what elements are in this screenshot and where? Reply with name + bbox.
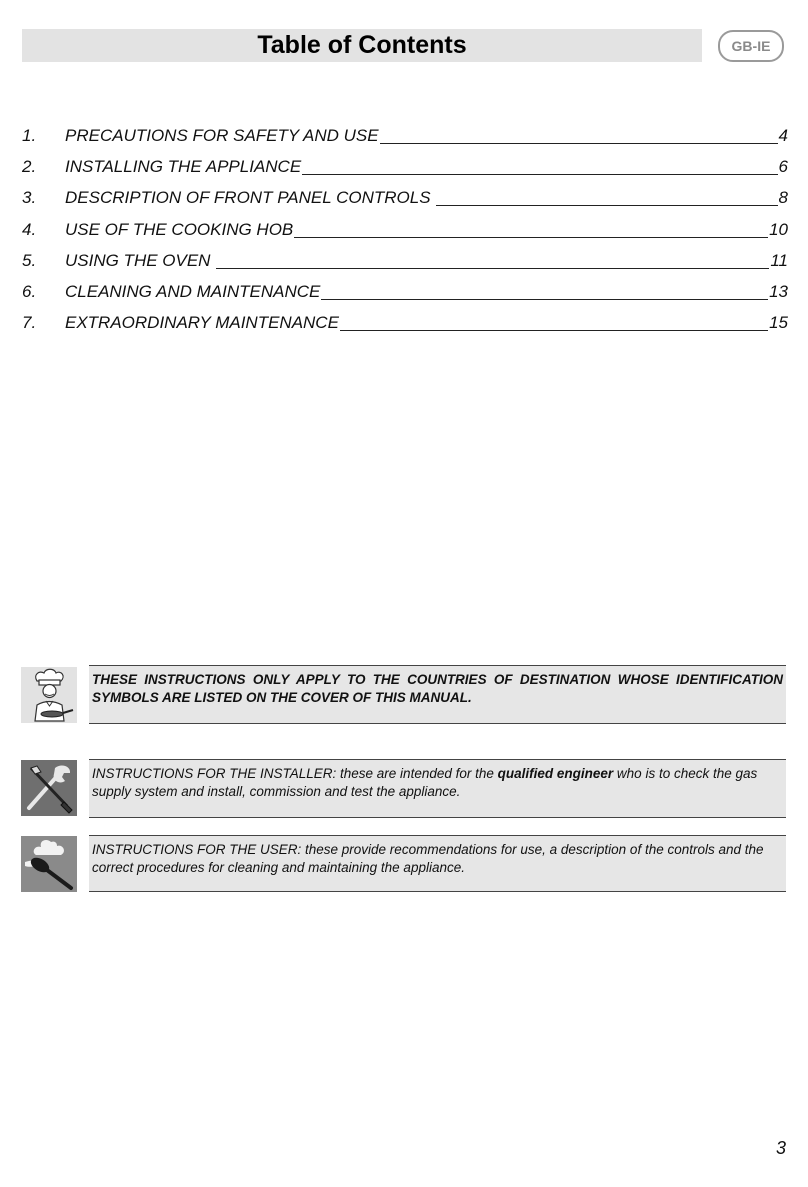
notice-user xyxy=(89,835,786,892)
toc-entry-title: EXTRAORDINARY MAINTENANCE xyxy=(65,313,339,333)
toc-entry-number: 7. xyxy=(22,313,37,333)
page-title: Table of Contents xyxy=(257,31,467,59)
notice-installer xyxy=(89,759,786,818)
toc-entry-title: USE OF THE COOKING HOB xyxy=(65,219,294,239)
toc-entry[interactable] xyxy=(22,282,788,313)
toc-leader-line xyxy=(294,237,768,238)
toc-leader-line xyxy=(302,174,777,175)
toc-entry-title: PRECAUTIONS FOR SAFETY AND USE xyxy=(65,126,379,145)
toc-entry-page: 11 xyxy=(770,250,788,270)
toc-entry-number: 3. xyxy=(22,188,37,208)
toc-entry[interactable] xyxy=(22,157,788,188)
toc-entry-page: 15 xyxy=(769,313,788,333)
toc-leader-line xyxy=(321,299,768,300)
toc-entry-number: 5. xyxy=(22,250,37,270)
toc-entry-title: USING THE OVEN xyxy=(65,250,216,270)
toc-entry-page: 8 xyxy=(778,188,788,208)
toc-entry[interactable] xyxy=(22,313,788,344)
toc-leader-line xyxy=(216,268,769,269)
spoon-icon xyxy=(21,836,77,892)
table-of-contents xyxy=(22,126,788,344)
notice-destination xyxy=(89,665,786,724)
toc-entry-title: INSTALLING THE APPLIANCE xyxy=(65,157,302,177)
qualified-engineer-emphasis: qualified engineer xyxy=(497,766,614,781)
toc-entry-title: DESCRIPTION OF FRONT PANEL CONTROLS xyxy=(65,188,436,208)
chef-icon xyxy=(21,667,77,723)
tools-icon xyxy=(21,760,77,816)
toc-entry-page: 4 xyxy=(778,126,788,145)
toc-entry-number: 1. xyxy=(22,126,37,145)
toc-entry-page: 10 xyxy=(769,219,788,239)
toc-leader-line xyxy=(380,143,778,144)
toc-entry-number: 2. xyxy=(22,157,37,177)
toc-entry[interactable] xyxy=(22,220,788,251)
notice-user-text: INSTRUCTIONS FOR THE USER: these provide recommendations for use, a description of the controls and the correct procedures for cleaning and maintaining the appliance. xyxy=(92,842,764,875)
notice-destination-text: THESE INSTRUCTIONS ONLY APPLY TO THE COUNTRIES OF DESTINATION WHOSE IDENTIFICATION SYMBOLS ARE LISTED ON THE COVER OF THIS MANUAL. xyxy=(92,672,783,705)
toc-entry[interactable] xyxy=(22,251,788,282)
toc-leader-line xyxy=(340,330,768,331)
notice-installer-text: INSTRUCTIONS FOR THE INSTALLER: these are intended for the qualified engineer who is to check the gas supply system and install, commission and test the appliance. xyxy=(92,766,758,799)
toc-entry-title: CLEANING AND MAINTENANCE xyxy=(65,281,321,301)
toc-entry-number: 4. xyxy=(22,219,37,239)
toc-leader-line xyxy=(436,205,777,206)
toc-entry-page: 6 xyxy=(778,157,788,177)
country-badge: GB-IE xyxy=(718,30,784,62)
page-number: 3 xyxy=(775,1138,786,1158)
toc-entry-number: 6. xyxy=(22,281,37,301)
toc-entry-page: 13 xyxy=(769,281,788,301)
toc-entry[interactable] xyxy=(22,126,788,157)
toc-entry[interactable] xyxy=(22,188,788,219)
